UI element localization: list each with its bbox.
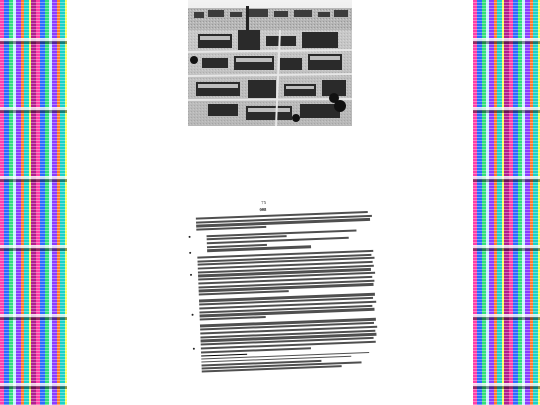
body-text-lines — [196, 211, 380, 374]
glitch-panel-left — [0, 0, 67, 405]
margin-mark — [189, 252, 191, 254]
margin-mark — [192, 314, 194, 316]
scanned-text-block — [185, 189, 383, 405]
margin-mark — [193, 348, 195, 350]
document-page — [67, 0, 473, 405]
aerial-photograph-icon — [188, 0, 352, 126]
page-code: 008 — [259, 206, 267, 213]
page-number: 75 — [261, 199, 267, 206]
aerial-photograph — [188, 0, 352, 126]
glitch-panel-right — [473, 0, 540, 405]
margin-mark — [190, 274, 192, 276]
margin-mark — [189, 236, 191, 238]
